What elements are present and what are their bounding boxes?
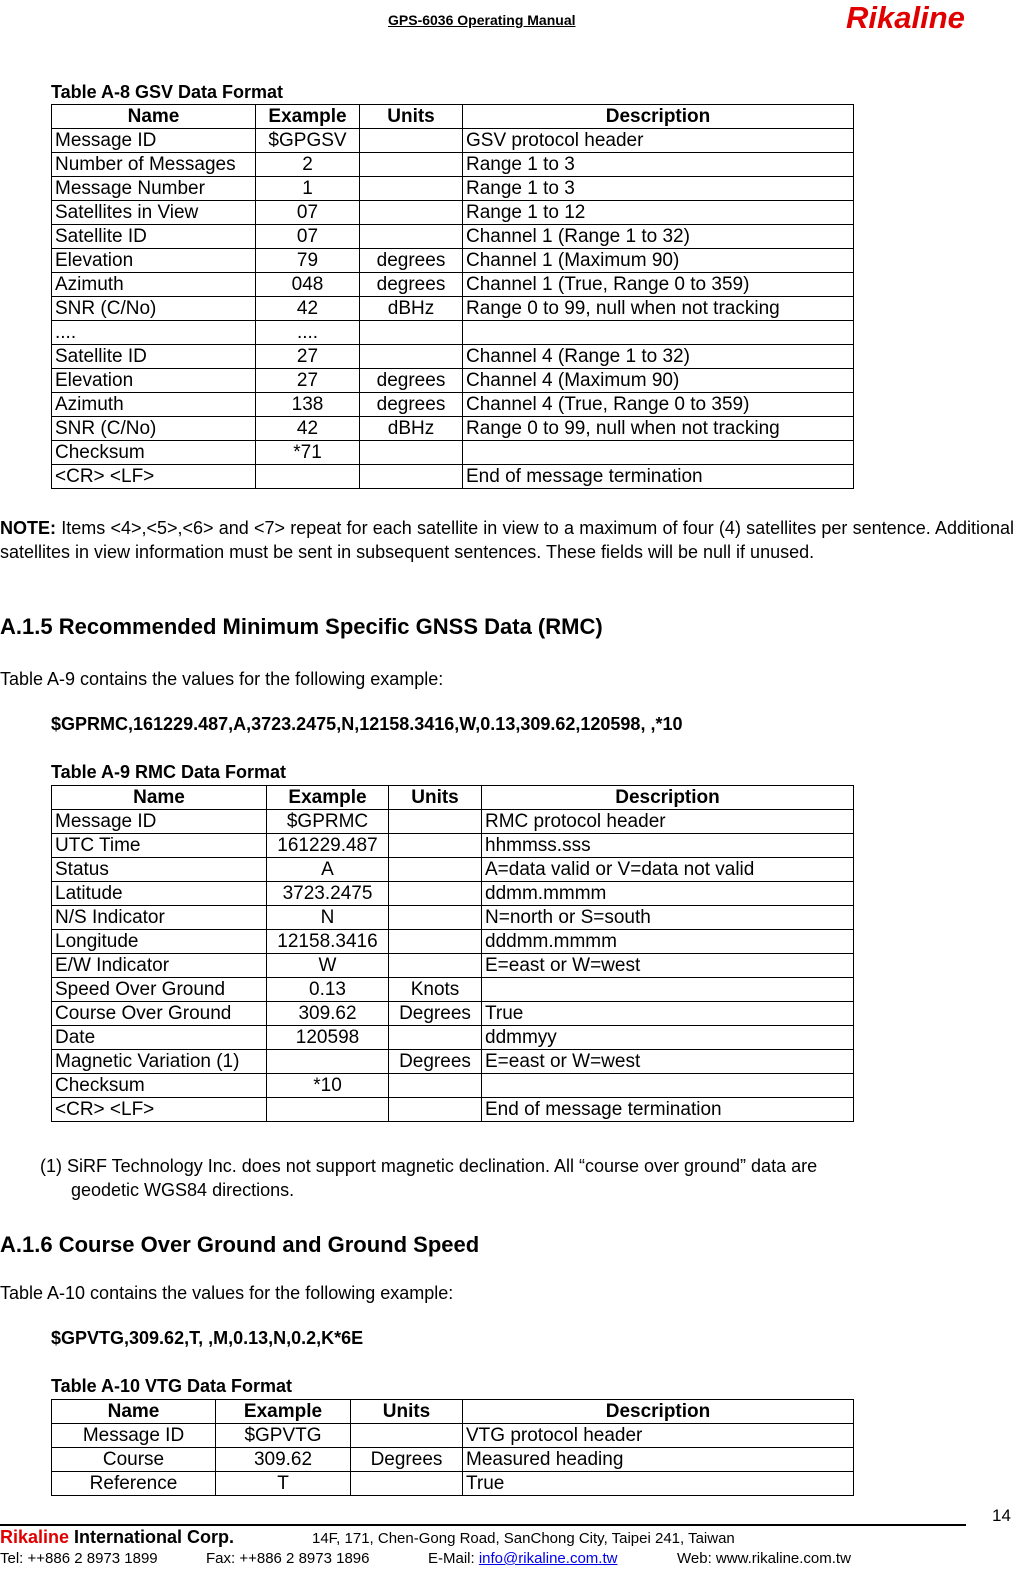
table-cell: degrees: [360, 393, 463, 417]
table-cell: 27: [256, 369, 360, 393]
table-cell: [360, 201, 463, 225]
table-cell: Azimuth: [52, 273, 256, 297]
fax-number: Fax: ++886 2 8973 1896: [206, 1550, 370, 1567]
table-cell: 12158.3416: [267, 930, 389, 954]
vtg-col-header: Units: [351, 1400, 463, 1424]
corp-address: 14F, 171, Chen-Gong Road, SanChong City, Taipei 241, Taiwan: [312, 1530, 735, 1547]
table-cell: Satellite ID: [52, 225, 256, 249]
table-cell: [360, 129, 463, 153]
table-cell: Azimuth: [52, 393, 256, 417]
corp-name: [0, 1527, 234, 1548]
table-cell: Message ID: [52, 810, 267, 834]
note-paragraph: [0, 516, 1014, 564]
table-row: [52, 1424, 854, 1448]
table-row: [52, 153, 854, 177]
table-cell: Checksum: [52, 1074, 267, 1098]
table-cell: 138: [256, 393, 360, 417]
vtg-table-body: [52, 1424, 854, 1496]
table-cell: [389, 930, 482, 954]
table-cell: [360, 177, 463, 201]
table-cell: Message ID: [52, 1424, 216, 1448]
table-row: [52, 369, 854, 393]
brand-logo: Rikaline: [846, 0, 965, 35]
table-cell: *10: [267, 1074, 389, 1098]
email-link[interactable]: info@rikaline.com.tw: [478, 1550, 618, 1567]
table-cell: Channel 1 (Maximum 90): [463, 249, 854, 273]
table-cell: RMC protocol header: [482, 810, 854, 834]
table-cell: $GPVTG: [216, 1424, 351, 1448]
note-text: Items <4>,<5>,<6> and <7> repeat for each satellite in view to a maximum of four (4) satellites per sentence. Additional satellites in view information must be sent in subsequent sentences. These fields will be null if unused.: [0, 518, 1014, 562]
table-cell: Number of Messages: [52, 153, 256, 177]
table-cell: Range 1 to 12: [463, 201, 854, 225]
table-cell: [256, 465, 360, 489]
table-cell: Longitude: [52, 930, 267, 954]
table-cell: Elevation: [52, 249, 256, 273]
gsv-col-header: Example: [256, 105, 360, 129]
document-title: GPS-6036 Operating Manual: [388, 12, 576, 28]
gsv-col-header: Name: [52, 105, 256, 129]
table-cell: [360, 321, 463, 345]
table-cell: T: [216, 1472, 351, 1496]
table-cell: [360, 465, 463, 489]
table-cell: End of message termination: [482, 1098, 854, 1122]
table-cell: ....: [256, 321, 360, 345]
table-cell: [482, 978, 854, 1002]
table-row: [52, 417, 854, 441]
corp-name-brand: Rikaline: [0, 1527, 70, 1547]
rmc-header-row: [52, 786, 854, 810]
table-cell: Degrees: [389, 1002, 482, 1026]
table-cell: E=east or W=west: [482, 954, 854, 978]
table-cell: dBHz: [360, 297, 463, 321]
table-cell: Channel 1 (True, Range 0 to 359): [463, 273, 854, 297]
table-cell: Latitude: [52, 882, 267, 906]
table-cell: [389, 906, 482, 930]
table-row: [52, 954, 854, 978]
table-cell: 07: [256, 225, 360, 249]
table-row: [52, 273, 854, 297]
table-row: [52, 225, 854, 249]
table-row: [52, 930, 854, 954]
table-cell: [463, 321, 854, 345]
table-row: [52, 1472, 854, 1496]
table-cell: 048: [256, 273, 360, 297]
table-cell: N/S Indicator: [52, 906, 267, 930]
table-cell: dBHz: [360, 417, 463, 441]
table-cell: 3723.2475: [267, 882, 389, 906]
table-cell: Status: [52, 858, 267, 882]
table-cell: degrees: [360, 369, 463, 393]
table-row: [52, 1448, 854, 1472]
footer-divider: [0, 1524, 966, 1526]
table-cell: degrees: [360, 273, 463, 297]
table-cell: [389, 954, 482, 978]
table-cell: [389, 810, 482, 834]
corp-name-rest: International Corp.: [69, 1527, 235, 1547]
table-cell: 42: [256, 417, 360, 441]
table-cell: [351, 1424, 463, 1448]
table-cell: Knots: [389, 978, 482, 1002]
table-cell: Course Over Ground: [52, 1002, 267, 1026]
table-cell: [360, 153, 463, 177]
table-cell: $GPRMC: [267, 810, 389, 834]
footnote-line-1: (1) SiRF Technology Inc. does not support magnetic declination. All “course over ground” data are: [40, 1156, 818, 1176]
rmc-heading: A.1.5 Recommended Minimum Specific GNSS Data (RMC): [0, 614, 603, 639]
table-cell: 79: [256, 249, 360, 273]
table-cell: W: [267, 954, 389, 978]
table-cell: A=data valid or V=data not valid: [482, 858, 854, 882]
table-cell: Channel 1 (Range 1 to 32): [463, 225, 854, 249]
table-row: [52, 906, 854, 930]
gsv-table: [51, 104, 854, 489]
table-cell: Range 0 to 99, null when not tracking: [463, 297, 854, 321]
table-row: [52, 297, 854, 321]
table-cell: Degrees: [389, 1050, 482, 1074]
rmc-col-header: Example: [267, 786, 389, 810]
table-cell: Magnetic Variation (1): [52, 1050, 267, 1074]
footnote-line-2: geodetic WGS84 directions.: [71, 1180, 295, 1200]
table-cell: 161229.487: [267, 834, 389, 858]
table-cell: [360, 225, 463, 249]
table-cell: 1: [256, 177, 360, 201]
gsv-table-caption: Table A-8 GSV Data Format: [51, 82, 284, 102]
table-cell: Channel 4 (Range 1 to 32): [463, 345, 854, 369]
table-cell: 27: [256, 345, 360, 369]
table-cell: Reference: [52, 1472, 216, 1496]
vtg-example: $GPVTG,309.62,T, ,M,0.13,N,0.2,K*6E: [51, 1328, 364, 1348]
vtg-heading: A.1.6 Course Over Ground and Ground Speed: [0, 1232, 480, 1257]
table-cell: Channel 4 (True, Range 0 to 359): [463, 393, 854, 417]
table-cell: Range 1 to 3: [463, 177, 854, 201]
table-cell: 2: [256, 153, 360, 177]
table-cell: 42: [256, 297, 360, 321]
table-cell: VTG protocol header: [463, 1424, 854, 1448]
table-cell: True: [482, 1002, 854, 1026]
table-cell: Checksum: [52, 441, 256, 465]
table-row: [52, 1002, 854, 1026]
table-row: [52, 810, 854, 834]
table-cell: GSV protocol header: [463, 129, 854, 153]
vtg-header-row: [52, 1400, 854, 1424]
rmc-table: [51, 785, 854, 1122]
table-cell: E=east or W=west: [482, 1050, 854, 1074]
table-cell: Elevation: [52, 369, 256, 393]
table-cell: degrees: [360, 249, 463, 273]
rmc-col-header: Units: [389, 786, 482, 810]
rmc-table-caption: Table A-9 RMC Data Format: [51, 762, 287, 782]
table-row: [52, 441, 854, 465]
rmc-intro: Table A-9 contains the values for the following example:: [0, 669, 444, 689]
table-row: [52, 858, 854, 882]
table-cell: [389, 1026, 482, 1050]
table-cell: UTC Time: [52, 834, 267, 858]
table-row: [52, 1050, 854, 1074]
rmc-col-header: Description: [482, 786, 854, 810]
vtg-table-caption: Table A-10 VTG Data Format: [51, 1376, 293, 1396]
table-cell: N=north or S=south: [482, 906, 854, 930]
vtg-intro: Table A-10 contains the values for the following example:: [0, 1283, 454, 1303]
rmc-table-body: [52, 810, 854, 1122]
vtg-col-header: Name: [52, 1400, 216, 1424]
table-row: [52, 1026, 854, 1050]
table-cell: [267, 1098, 389, 1122]
table-row: [52, 978, 854, 1002]
vtg-col-header: Description: [463, 1400, 854, 1424]
table-row: [52, 201, 854, 225]
page-number: 14: [992, 1506, 1011, 1525]
table-cell: Measured heading: [463, 1448, 854, 1472]
table-cell: Channel 4 (Maximum 90): [463, 369, 854, 393]
table-cell: <CR> <LF>: [52, 465, 256, 489]
email-block: [428, 1550, 617, 1567]
table-cell: End of message termination: [463, 465, 854, 489]
gsv-table-body: [52, 129, 854, 489]
table-cell: Date: [52, 1026, 267, 1050]
table-cell: 07: [256, 201, 360, 225]
table-row: [52, 834, 854, 858]
table-cell: Speed Over Ground: [52, 978, 267, 1002]
table-row: [52, 882, 854, 906]
table-row: [52, 1074, 854, 1098]
table-row: [52, 1098, 854, 1122]
table-cell: [389, 1098, 482, 1122]
table-cell: 120598: [267, 1026, 389, 1050]
table-cell: ....: [52, 321, 256, 345]
table-cell: [360, 441, 463, 465]
table-row: [52, 249, 854, 273]
rmc-example: $GPRMC,161229.487,A,3723.2475,N,12158.3416,W,0.13,309.62,120598, ,*10: [51, 714, 683, 734]
table-cell: SNR (C/No): [52, 297, 256, 321]
gsv-col-header: Description: [463, 105, 854, 129]
table-cell: ddmmyy: [482, 1026, 854, 1050]
table-cell: [463, 441, 854, 465]
table-cell: [351, 1472, 463, 1496]
table-cell: Range 1 to 3: [463, 153, 854, 177]
gsv-col-header: Units: [360, 105, 463, 129]
table-cell: Message ID: [52, 129, 256, 153]
gsv-header-row: [52, 105, 854, 129]
table-cell: [389, 882, 482, 906]
table-cell: A: [267, 858, 389, 882]
table-cell: Course: [52, 1448, 216, 1472]
vtg-col-header: Example: [216, 1400, 351, 1424]
table-row: [52, 321, 854, 345]
tel-number: Tel: ++886 2 8973 1899: [0, 1550, 158, 1567]
table-cell: N: [267, 906, 389, 930]
table-cell: [389, 834, 482, 858]
email-label: E-Mail:: [428, 1550, 479, 1567]
table-cell: Satellites in View: [52, 201, 256, 225]
table-cell: E/W Indicator: [52, 954, 267, 978]
table-cell: ddmm.mmmm: [482, 882, 854, 906]
vtg-table: [51, 1399, 854, 1496]
table-cell: True: [463, 1472, 854, 1496]
table-row: [52, 465, 854, 489]
table-cell: 309.62: [216, 1448, 351, 1472]
table-cell: [482, 1074, 854, 1098]
table-cell: [360, 345, 463, 369]
note-label: NOTE:: [0, 518, 56, 538]
table-cell: Range 0 to 99, null when not tracking: [463, 417, 854, 441]
table-cell: 309.62: [267, 1002, 389, 1026]
table-cell: [389, 1074, 482, 1098]
rmc-col-header: Name: [52, 786, 267, 810]
table-cell: Message Number: [52, 177, 256, 201]
table-row: [52, 177, 854, 201]
table-cell: SNR (C/No): [52, 417, 256, 441]
table-cell: [389, 858, 482, 882]
table-row: [52, 129, 854, 153]
table-cell: <CR> <LF>: [52, 1098, 267, 1122]
web-address: Web: www.rikaline.com.tw: [677, 1550, 851, 1567]
table-cell: hhmmss.sss: [482, 834, 854, 858]
table-cell: Satellite ID: [52, 345, 256, 369]
table-cell: [267, 1050, 389, 1074]
table-cell: *71: [256, 441, 360, 465]
table-cell: dddmm.mmmm: [482, 930, 854, 954]
table-cell: 0.13: [267, 978, 389, 1002]
table-row: [52, 393, 854, 417]
table-cell: $GPGSV: [256, 129, 360, 153]
table-cell: Degrees: [351, 1448, 463, 1472]
table-row: [52, 345, 854, 369]
